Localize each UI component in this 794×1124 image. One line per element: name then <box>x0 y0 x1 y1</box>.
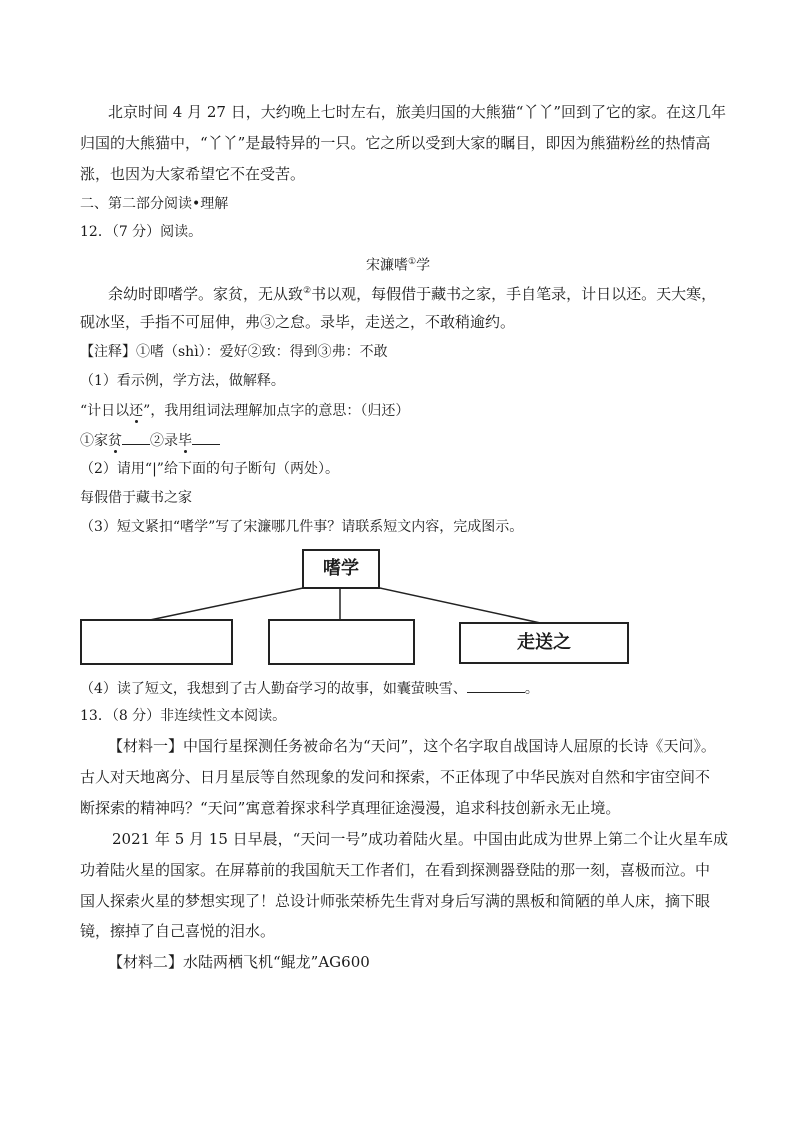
q12-sub3-prompt: （3）短文紧扣“嗜学”写了宋濂哪几件事？请联系短文内容，完成图示。 <box>80 519 524 535</box>
panda-paragraph-line-1: 北京时间 4 月 27 日，大约晚上七时左右，旅美归国的大熊猫“丫丫”回到了它的家。在这几年 <box>108 103 727 121</box>
q12-sub1-item2-dotted-char: 毕 <box>178 433 192 449</box>
diagram-box-top-label: 嗜学 <box>323 558 359 579</box>
q12-sub2-prompt: （2）请用“|”给下面的句子断句（两处）。 <box>80 461 339 477</box>
q12-sub1-item1-dotted-char: 贫 <box>108 433 122 449</box>
q13-material2-heading: 【材料二】水陆两栖飞机“鲲龙”AG600 <box>108 953 370 971</box>
diagram-box-middle[interactable] <box>268 619 415 665</box>
q13-header: 13．（8 分）非连续性文本阅读。 <box>80 708 287 724</box>
q12-sub1-example-a: “计日以 <box>80 403 130 419</box>
q12-sub1-item2-prefix: ②录 <box>150 433 178 449</box>
q13-material1-line-1: 【材料一】中国行星探测任务被命名为“天问”，这个名字取自战国诗人屈原的长诗《天问》。 <box>108 737 716 755</box>
section-2-heading: 二、第二部分阅读•理解 <box>80 196 229 212</box>
q12-passage-footnote-mark: ② <box>303 286 312 296</box>
q12-sub1-prompt: （1）看示例，学方法，做解释。 <box>80 373 285 389</box>
q13-paragraph2-line-3: 国人探索火星的梦想实现了！总设计师张荣桥先生背对身后写满的黑板和简陋的单人床，摘下眼 <box>80 892 711 910</box>
q12-sub1-example-b: ”，我用组词法理解加点字的意思：（归还） <box>143 403 410 419</box>
diagram-box-left[interactable] <box>80 619 233 665</box>
q12-title-text: 宋濂嗜 <box>366 257 408 274</box>
diagram-box-right-label: 走送之 <box>517 632 571 653</box>
q12-sub4-blank[interactable] <box>467 678 525 693</box>
q12-title-footnote-mark: ① <box>408 257 417 267</box>
q12-sub1-item1-prefix: ①家 <box>80 433 108 449</box>
q13-material1-line-2: 古人对天地离分、日月星辰等自然现象的发问和探索，不正体现了中华民族对自然和宇宙空间不 <box>80 768 711 786</box>
q13-material1-line-3: 断探索的精神吗？“天问”寓意着探求科学真理征途漫漫，追求科技创新永无止境。 <box>80 799 621 817</box>
q12-sub2-sentence: 每假借于藏书之家 <box>80 490 192 506</box>
panda-paragraph-line-2: 归国的大熊猫中，“丫丫”是最特异的一只。它之所以受到大家的瞩目，即因为熊猫粉丝的热情高 <box>80 134 711 152</box>
q12-title-tail: 学 <box>416 257 431 274</box>
panda-paragraph-line-3: 涨，也因为大家希望它不在受苦。 <box>80 165 306 183</box>
q12-header: 12．（7 分）阅读。 <box>80 224 203 240</box>
q12-notes: 【注释】①嗜（shì）：爱好②致：得到③弗：不敢 <box>80 344 388 360</box>
q13-paragraph2-line-2: 功着陆火星的国家。在屏幕前的我国航天工作者们，在看到探测器登陆的那一刻，喜极而泣。中 <box>80 861 711 879</box>
q12-sub4-text: （4）读了短文，我想到了古人勤奋学习的故事，如囊萤映雪、 <box>80 681 467 697</box>
q12-sub4-end: 。 <box>524 681 539 697</box>
q12-passage-line-2: 砚冰坚，手指不可屈伸，弗③之怠。录毕，走送之，不敢稍逾约。 <box>80 313 516 331</box>
q13-paragraph2-line-4: 镜，擦掉了自己喜悦的泪水。 <box>80 922 276 940</box>
q13-paragraph2-line-1: 2021 年 5 月 15 日早晨，“天问一号”成功着陆火星。中国由此成为世界上第二个让火星车成 <box>112 830 728 848</box>
q12-sub1-example-dotted-char: 还 <box>129 403 144 419</box>
q12-passage-line-1-a: 余幼时即嗜学。家贫，无从致 <box>108 285 304 303</box>
q12-passage-line-1-b: 书以观，每假借于藏书之家，手自笔录，计日以还。天大寒， <box>311 285 717 303</box>
q12-sub4 <box>80 678 539 699</box>
connector-top-left <box>150 588 303 620</box>
